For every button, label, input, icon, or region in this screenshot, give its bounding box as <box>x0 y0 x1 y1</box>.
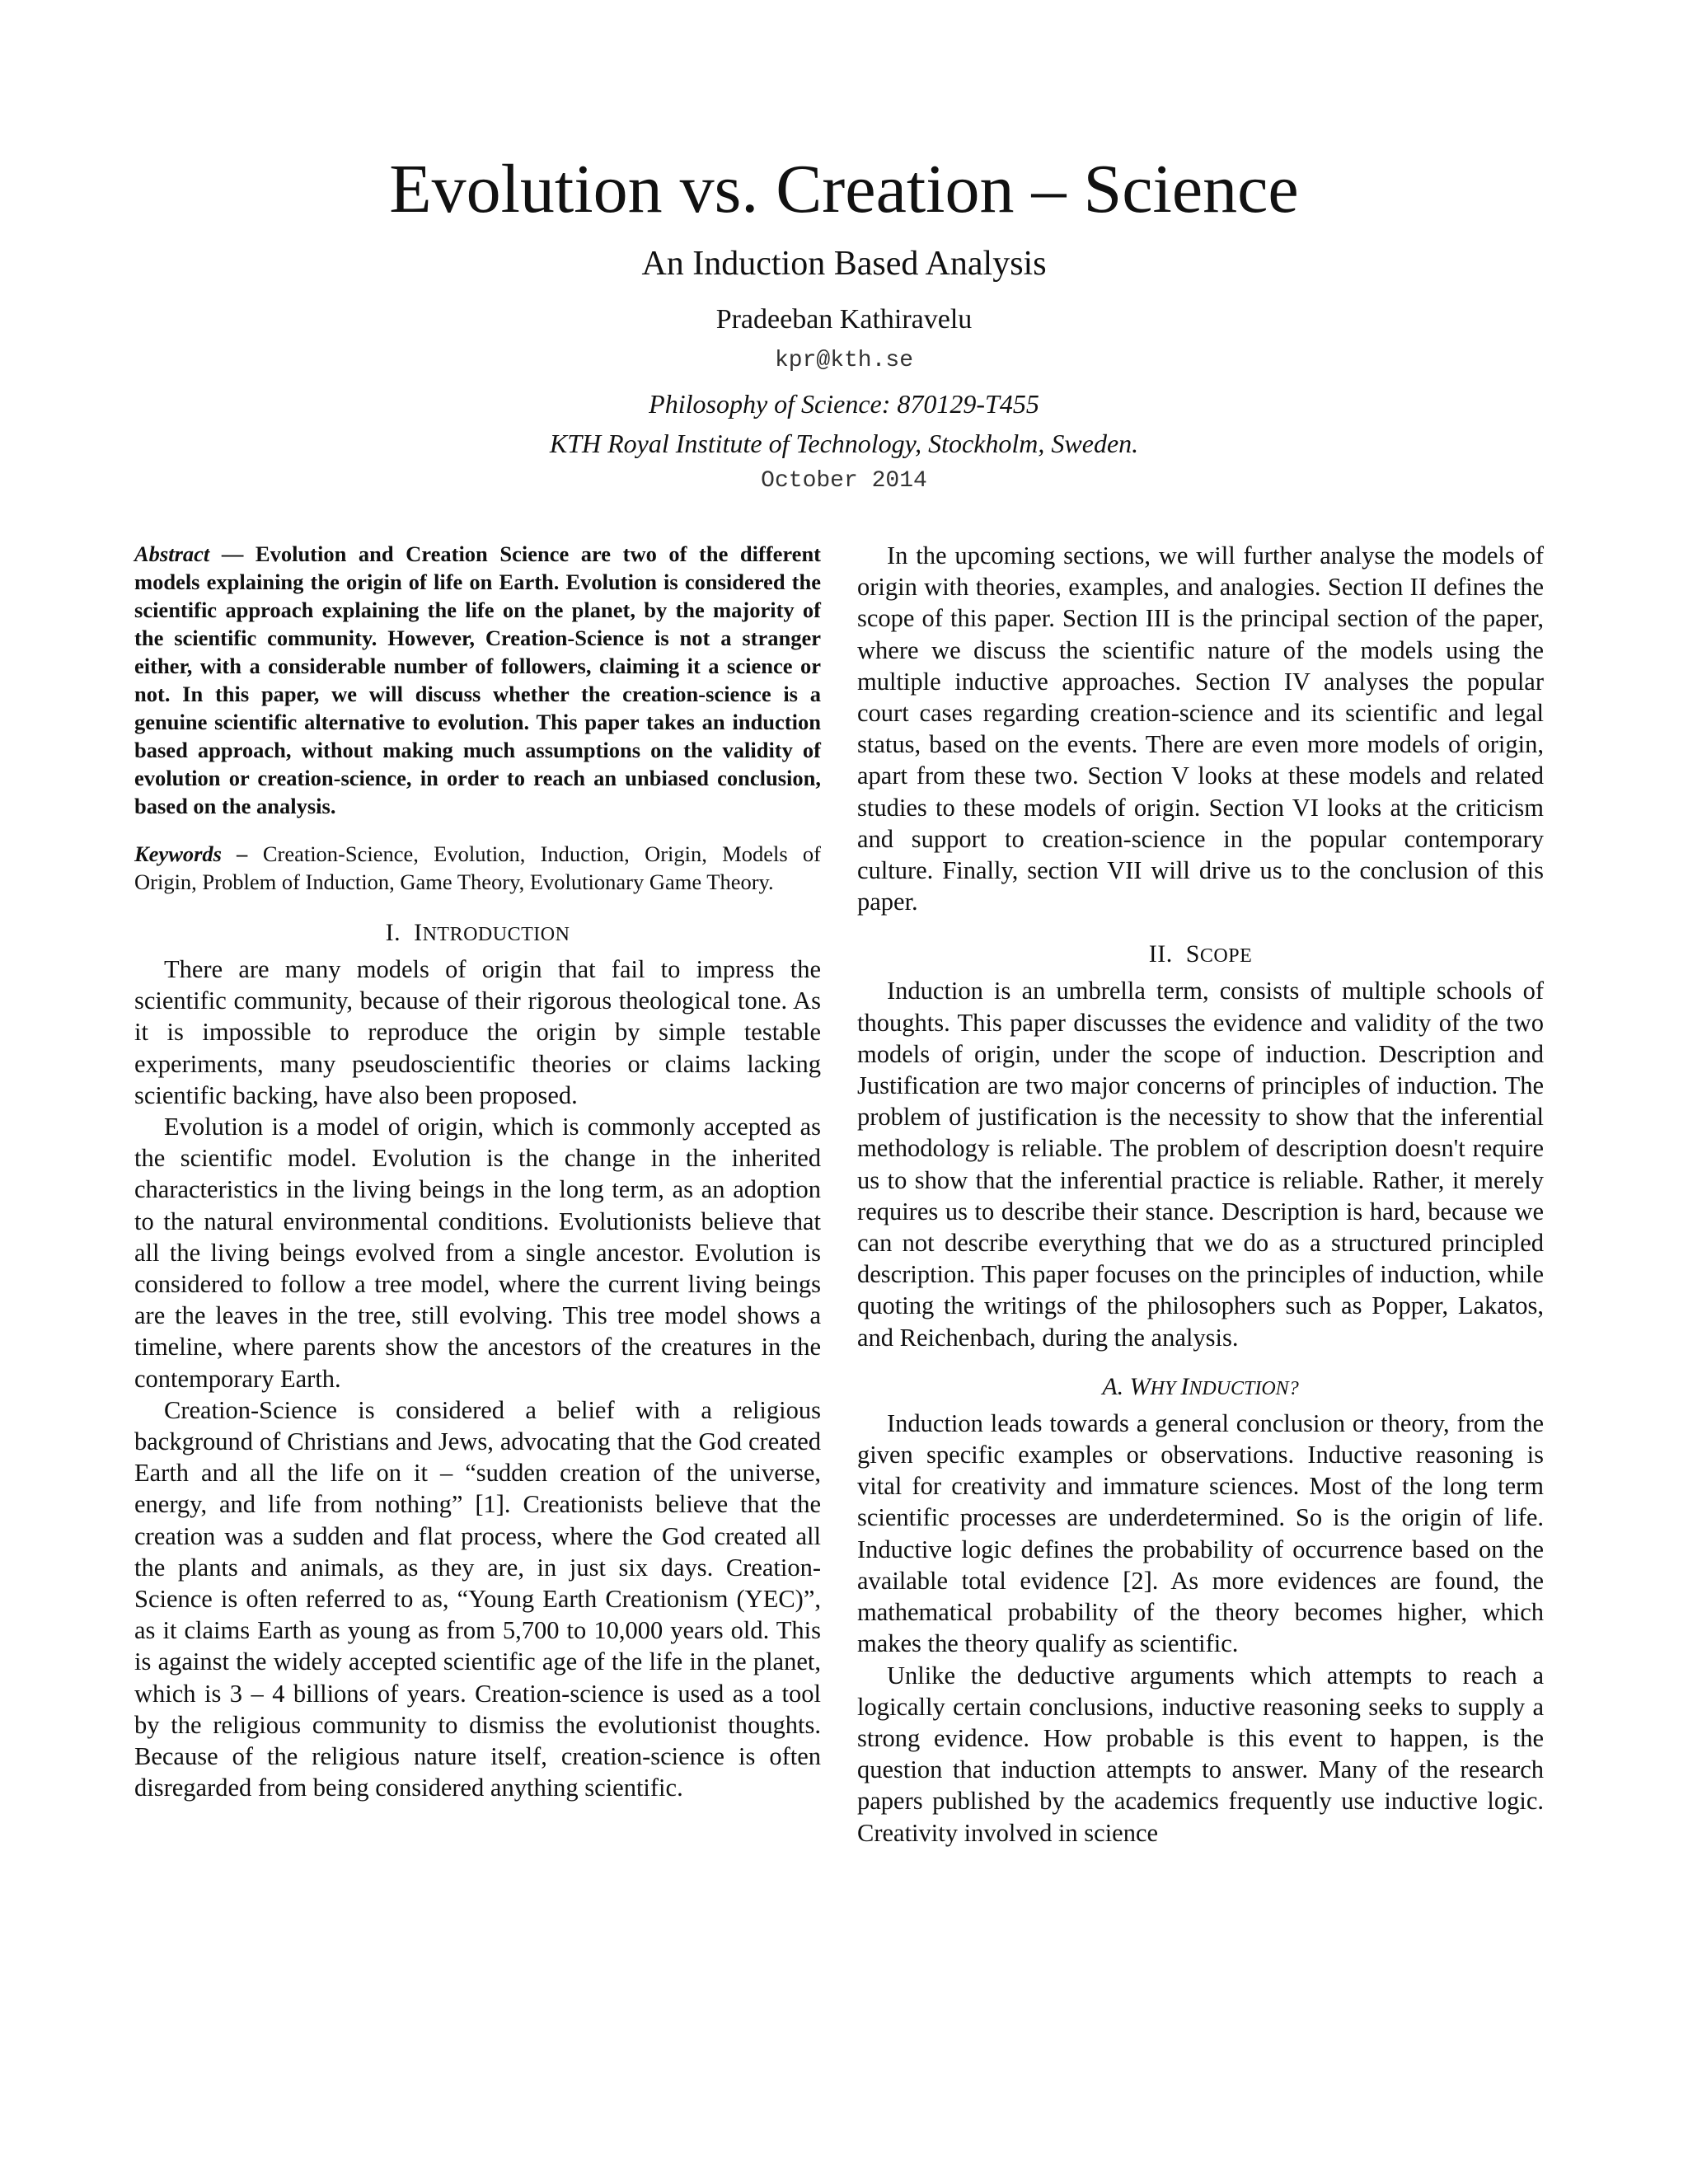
intro-paragraph: There are many models of origin that fail to impress the scientific community, because of their rigorous theological tone. As it is impossible to reproduce the origin by simple testable experiments, many pseudoscientific theories or claims lacking scientific backing, have also been proposed. <box>134 955 821 1109</box>
keywords-label: Keywords <box>134 841 222 866</box>
keywords-separator: – <box>222 841 263 866</box>
abstract-text: Evolution and Creation Science are two of the different models explaining the origin of life on Earth. Evolution is considered the scientific approach explaining the life on the planet, by the majority of the scientific community. However, Creation-Science is not a stranger either, with a considerable number of followers, claiming it a science or not. In this paper, we will discuss whether the creation-science is a genuine scientific alternative to evolution. This paper takes an induction based approach, without making much assumptions on the validity of evolution or creation-science, in order to reach an unbiased conclusion, based on the analysis. <box>134 541 822 818</box>
section-title-rest: COPE <box>1199 945 1253 968</box>
section-heading-introduction <box>134 917 821 950</box>
abstract <box>134 540 821 820</box>
author-email: kpr@kth.se <box>774 348 914 373</box>
right-column <box>857 540 1544 1849</box>
section-title-rest: NTRODUCTION <box>422 924 570 945</box>
subsection-heading-why-induction <box>857 1371 1544 1404</box>
why-induction-paragraph: Induction leads towards a general conclusion or theory, from the given specific examples or observations. Inductive reasoning is vital for creativity and immature sciences. Most of the long term scientific processes are underdetermined. So is the origin of life. Inductive logic defines the probability of occurrence based on the available total evidence [2]. As more evidences are found, the mathematical probability of the theory becomes higher, which makes the theory qualify as scientific. <box>857 1408 1544 1658</box>
subsection-letter: A <box>1102 1372 1118 1400</box>
intro-paragraph: Creation-Science is considered a belief with a religious background of Christians and Jews, advocating that the God created Earth and all the life on it – “sudden creation of the universe, energy, and life from nothing” [1]. Creationists believe that the creation was a sudden and flat process, where the God created all the plants and animals, as they are, in just six days. Creation-Science is often referred to as, “Young Earth Creationism (YEC)”, as it claims Earth as young as from 5,700 to 10,000 years old. This is against the widely accepted scientific age of the life in the planet, which is 3 – 4 billions of years. Creation-science is used as a tool by the religious community to dismiss the evolutionist thoughts. Because of the religious nature itself, creation-science is often disregarded from being considered anything scientific. <box>134 1395 821 1802</box>
intro-paragraph: In the upcoming sections, we will further analyse the models of origin with theories, examples, and analogies. Section II defines the scope of this paper. Section III is the principal section of the paper, where we discuss the scientific nature of the models using the multiple inductive approaches. Section IV analyses the popular court cases regarding creation-science and its scientific and legal status, based on the events. There are even more models of origin, apart from these two. Section V looks at these models and related studies to these models of origin. Section VI looks at the criticism and support to creation-science in the popular contemporary culture. Finally, section VII will drive us to the conclusion of this paper. <box>857 541 1544 916</box>
intro-paragraph: Evolution is a model of origin, which is commonly accepted as the scientific model. Evolution is the change in the inherited characteristics in the living beings in the long term, as an adoption to the natural environmental conditions. Evolutionists believe that all the living beings evolved from a single ancestor. Evolution is considered to follow a tree model, where the current living beings are the leaves in the tree, still evolving. This tree model shows a timeline, where parents show the ancestors of the creatures in the contemporary Earth. <box>134 1113 821 1393</box>
paper-title: Evolution vs. Creation – Science <box>389 151 1299 227</box>
abstract-separator: — <box>209 541 256 566</box>
subsection-title-rest: NDUCTION? <box>1189 1377 1299 1399</box>
paper-date: October 2014 <box>761 468 927 494</box>
section-heading-scope <box>857 939 1544 972</box>
paper-subtitle: An Induction Based Analysis <box>641 245 1047 283</box>
why-induction-paragraph: Unlike the deductive arguments which attempts to reach a logically certain conclusions, inductive reasoning seeks to supply a strong evidence. How probable is this event to happen, is the question that induction attempts to answer. Many of the research papers published by the academics frequently use inductive logic. Creativity involved in science <box>857 1661 1544 1847</box>
section-number: II. <box>1148 940 1173 968</box>
institution: KTH Royal Institute of Technology, Stockholm, Sweden. <box>549 429 1139 458</box>
keywords-text: Creation-Science, Evolution, Induction, Origin, Models of Origin, Problem of Induction, Game Theory, Evolutionary Game Theory. <box>134 841 822 894</box>
section-number: I. <box>385 919 401 946</box>
section-initial: S <box>1185 940 1200 968</box>
abstract-label: Abstract <box>134 541 210 566</box>
keywords <box>134 840 821 896</box>
section-initial: I <box>414 919 423 946</box>
author-name: Pradeeban Kathiravelu <box>715 304 973 335</box>
left-column <box>134 540 821 1803</box>
subsection-initial: W <box>1129 1372 1151 1400</box>
subsection-title-rest: HY <box>1150 1377 1181 1399</box>
scope-paragraph: Induction is an umbrella term, consists of multiple schools of thoughts. This paper discusses the evidence and validity of the two models of origin, under the scope of induction. Description and Justification are two major concerns of principles of induction. The problem of justification is the necessity to show that the inferential methodology is reliable. The problem of description doesn't require us to show that the inferential practice is reliable. Rather, it merely requires us to describe their stance. Description is hard, because we can not describe everything that we do as a structured principled description. This paper focuses on the principles of induction, while quoting the writings of the philosophers such as Popper, Lakatos, and Reichenbach, during the analysis. <box>857 977 1544 1352</box>
subsection-initial: I <box>1180 1372 1189 1400</box>
subsection-dot: . <box>1117 1372 1130 1400</box>
paper-header <box>0 148 1688 498</box>
course-info: Philosophy of Science: 870129-T455 <box>649 389 1039 419</box>
